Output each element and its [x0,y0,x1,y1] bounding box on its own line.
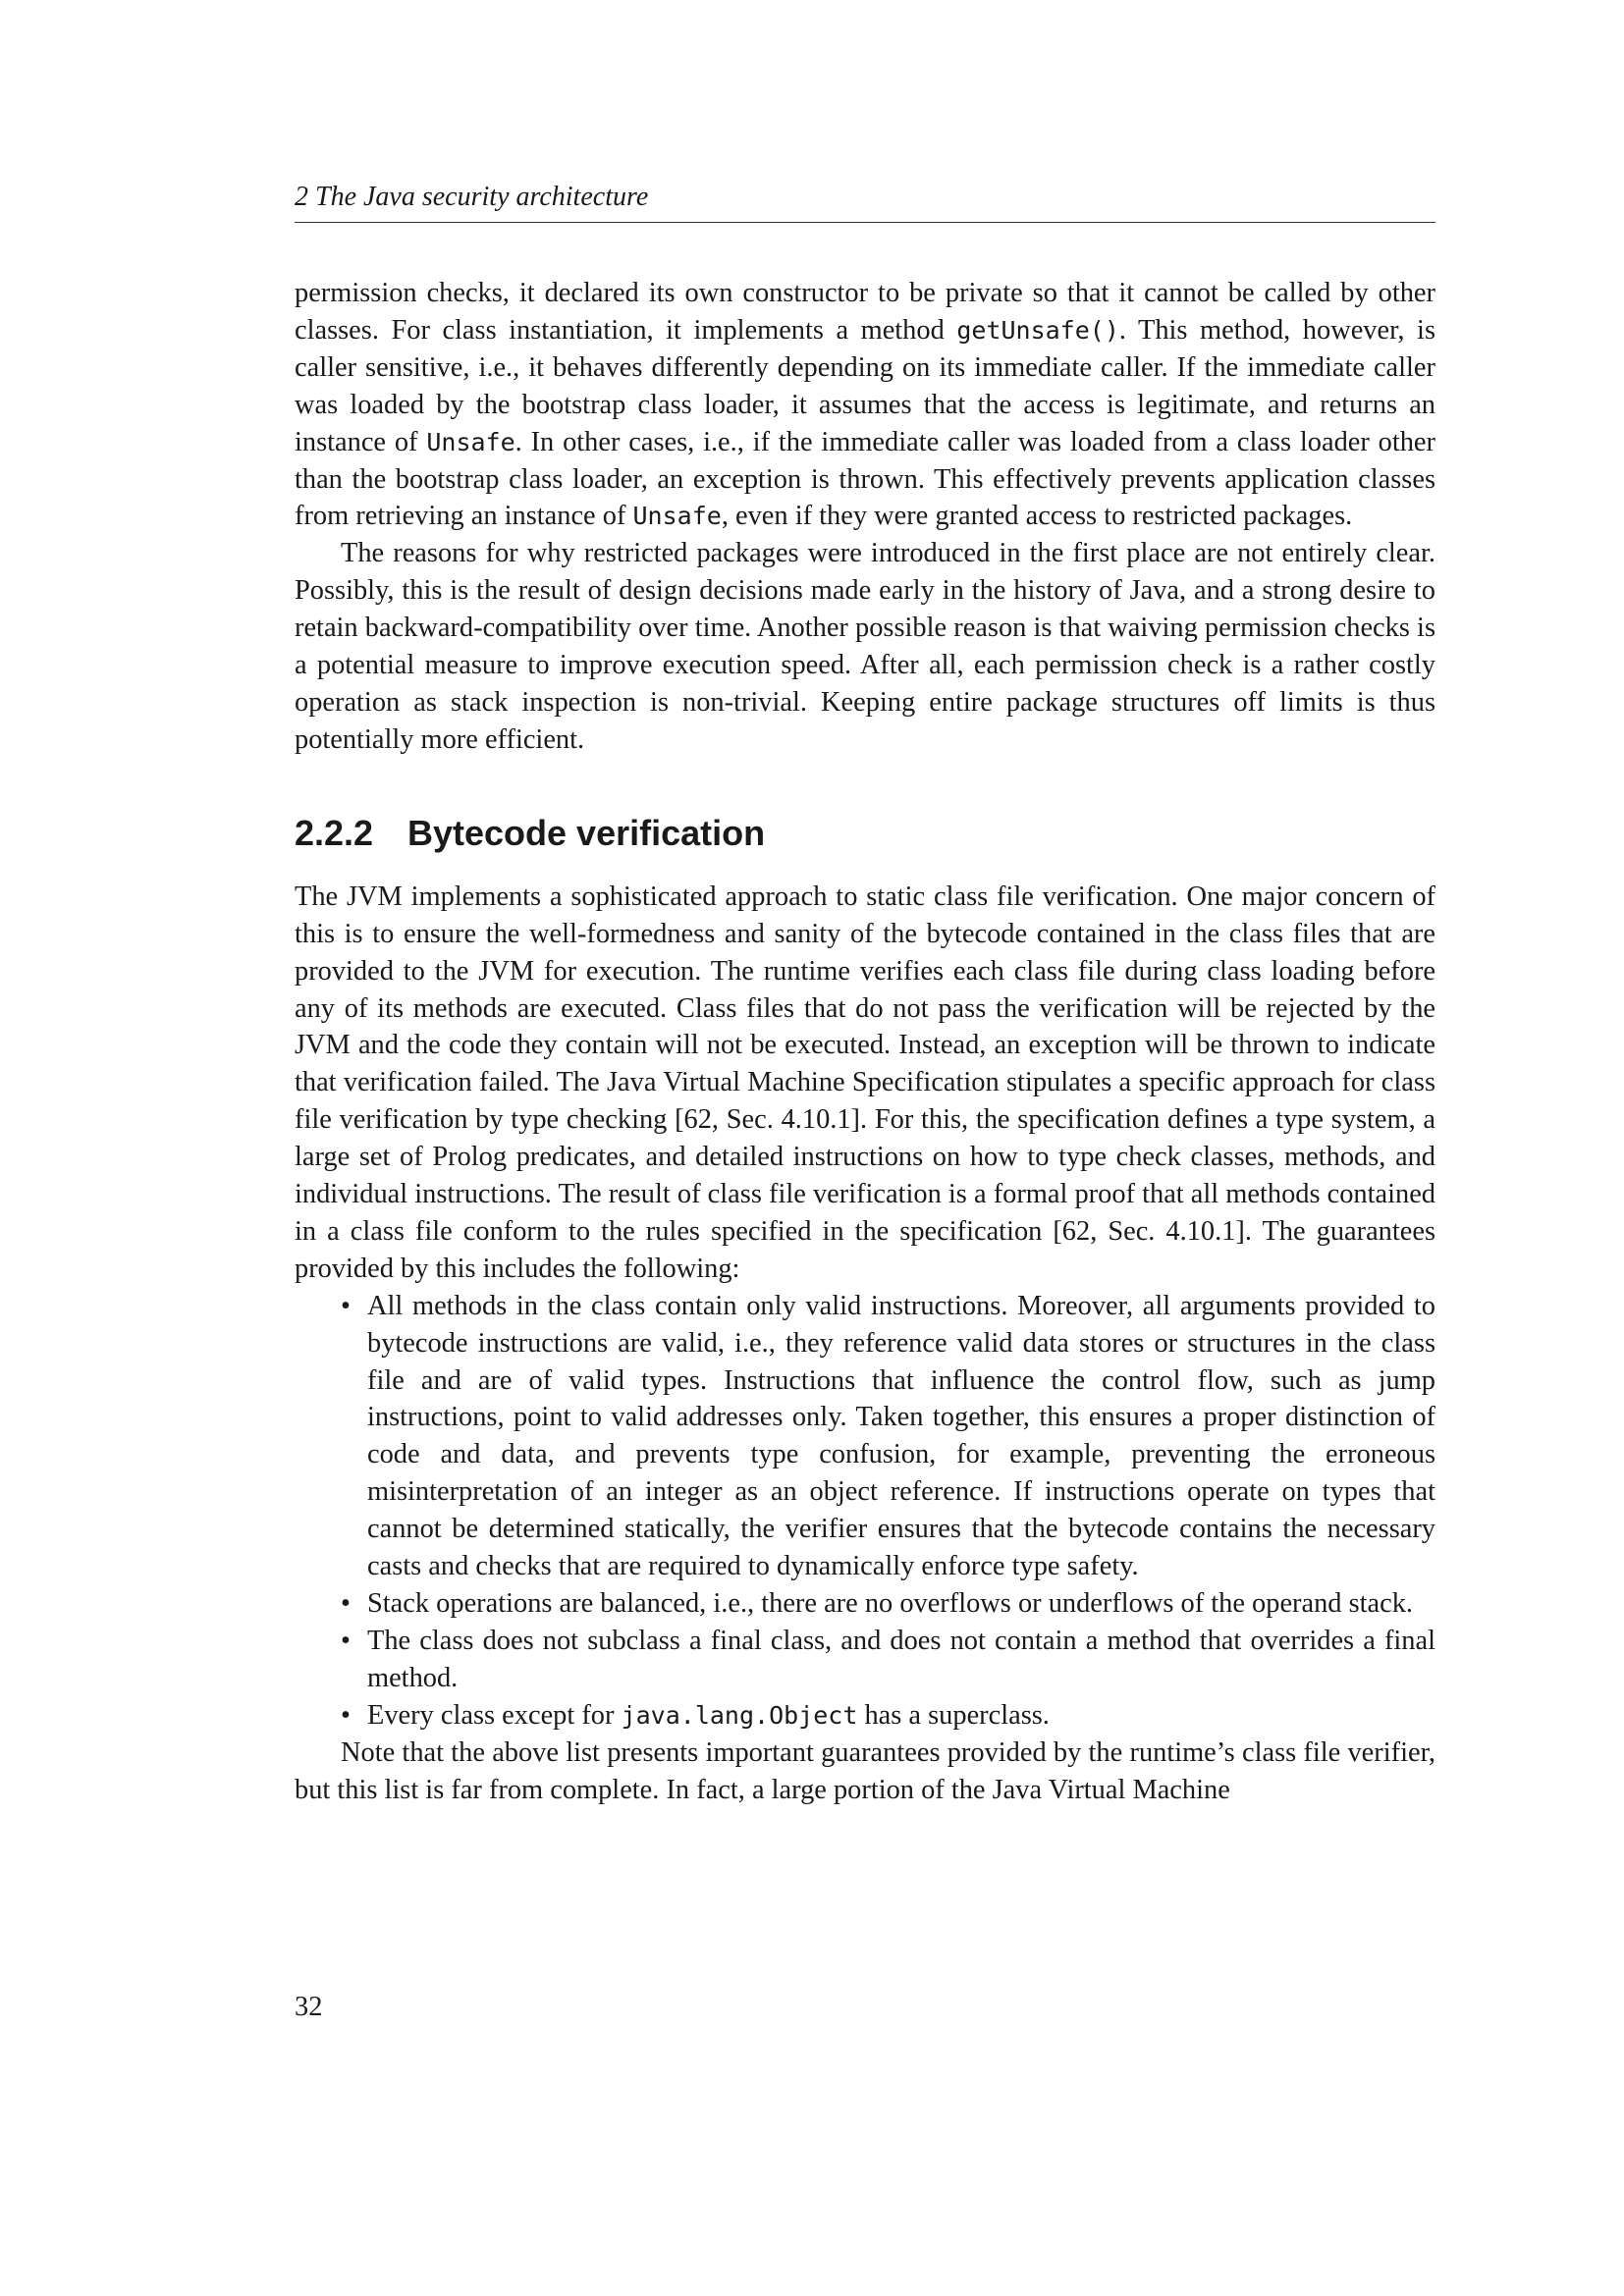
guarantees-list [295,1288,1435,1735]
section-heading [295,812,1435,855]
bullet-icon: • [341,1588,351,1619]
code-get-unsafe: getUnsafe() [956,315,1119,345]
list-item: • All methods in the class contain only valid instructions. Moreover, all arguments provided to bytecode instructions are valid, i.e., they reference valid data stores or structures in the class file and are of valid types. Instructions that influence the control flow, such as jump instructions, point to valid addresses only. Taken together, this ensures a proper distinction of code and data, and prevents type confusion, for example, preventing the erroneous misinterpretation of an integer as an object reference. If instructions operate on types that cannot be determined statically, the verifier ensures that the bytecode contains the necessary casts and checks that are required to dynamically enforce type safety. [367,1288,1435,1585]
paragraph-unsafe-constructor: permission checks, it declared its own constructor to be private so that it cannot be called by other classes. For class instantiation, it implements a method getUnsafe(). This method, however, is caller sensitive, i.e., it behaves differently depending on its immediate caller. If the immediate caller was loaded by the bootstrap class loader, it assumes that the access is legitimate, and returns an instance of Unsafe. In other cases, i.e., if the immediate caller was loaded from a class loader other than the bootstrap class loader, an exception is thrown. This effectively prevents application classes from retrieving an instance of Unsafe, even if they were granted access to restricted packages. [295,278,1435,532]
page-body [295,275,1435,1808]
paragraph-bytecode-verification: The JVM implements a sophisticated approach to static class file verification. One major concern of this is to ensure the well-formedness and sanity of the bytecode contained in the class files that are provided to the JVM for execution. The runtime verifies each class file during class loading before any of its methods are executed. Class files that do not pass the verification will be rejected by the JVM and the code they contain will not be executed. Instead, an exception will be thrown to indicate that verification failed. The Java Virtual Machine Specification stipulates a specific approach for class file verification by type checking [62, Sec. 4.10.1]. For this, the specification defines a type system, a large set of Prolog predicates, and detailed instructions on how to type check classes, methods, and individual instructions. The result of class file verification is a formal proof that all methods contained in a class file conform to the rules specified in the specification [62, Sec. 4.10.1]. The guarantees provided by this includes the following: [295,881,1435,1284]
bullet-icon: • [341,1625,351,1656]
bullet-icon: • [341,1290,351,1321]
page-number: 32 [295,1992,323,2022]
code-unsafe: Unsafe [632,502,722,531]
section-title: Bytecode verification [407,812,766,853]
bullet-icon: • [341,1699,351,1731]
running-head [295,181,1435,223]
paragraph-list-note: Note that the above list presents important guarantees provided by the runtime’s class file verifier, but this list is far from complete. In fact, a large portion of the Java Virtual Machine [295,1736,1435,1805]
running-title: 2 The Java security architecture [295,182,649,212]
list-item: • Every class except for java.lang.Object has a superclass. [367,1697,1435,1735]
code-unsafe: Unsafe [426,427,515,456]
code-java-lang-object: java.lang.Object [621,1700,858,1730]
list-item: • The class does not subclass a final class, and does not contain a method that overrides a final method. [367,1623,1435,1697]
list-item: • Stack operations are balanced, i.e., there are no overflows or underflows of the operand stack. [367,1585,1435,1623]
paragraph-restricted-packages: The reasons for why restricted packages were introduced in the first place are not entirely clear. Possibly, this is the result of design decisions made early in the history of Java, and a strong desire to retain backward-compatibility over time. Another possible reason is that waiving permission checks is a potential measure to improve execution speed. After all, each permission check is a rather costly operation as stack inspection is non-trivial. Keeping entire package structures off limits is thus potentially more efficient. [295,538,1435,755]
section-number: 2.2.2 [295,812,374,853]
